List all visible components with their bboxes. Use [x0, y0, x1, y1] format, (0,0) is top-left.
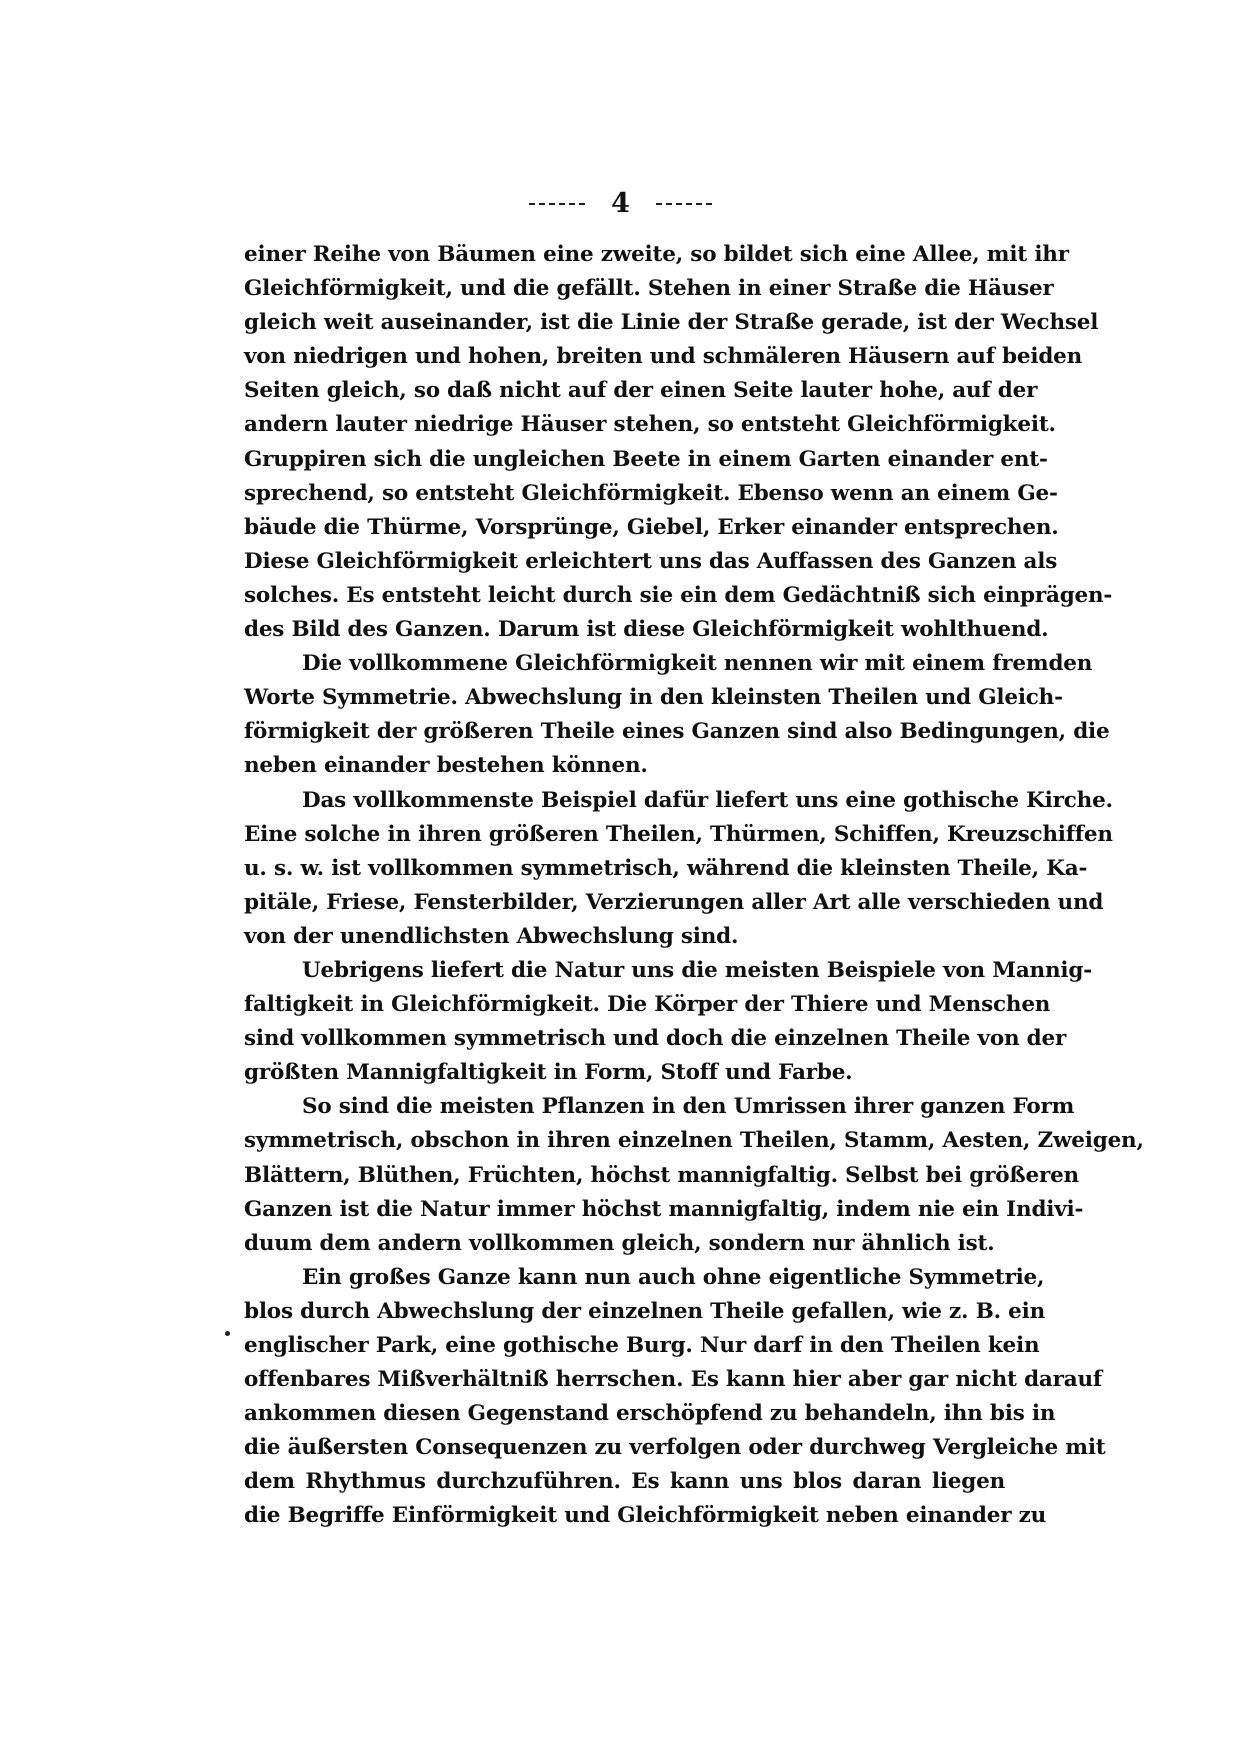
text-line: Ein großes Ganze kann nun auch ohne eigentliche Symmetrie, [302, 1264, 1045, 1290]
text-line: die äußersten Consequenzen zu verfolgen oder durchweg Vergleiche mit [244, 1435, 1106, 1461]
text-line: englischer Park, eine gothische Burg. Nur darf in den Theilen kein [244, 1333, 1040, 1358]
text-line: die Begriffe Einförmigkeit und Gleichförmigkeit neben einander zu [244, 1503, 1047, 1529]
text-line: ankommen diesen Gegenstand erschöpfend zu behandeln, ihn bis in [244, 1401, 1056, 1427]
text-line: größten Mannigfaltigkeit in Form, Stoff und Farbe. [244, 1060, 853, 1086]
text-line: Blättern, Blüthen, Früchten, höchst mannigfaltig. Selbst bei größeren [244, 1162, 1079, 1188]
header-rule-right [656, 203, 712, 205]
text-line: Seiten gleich, so daß nicht auf der einen Seite lauter hohe, auf der [244, 378, 1038, 404]
text-line: offenbares Mißverhältniß herrschen. Es kann hier aber gar nicht darauf [244, 1367, 1102, 1393]
text-line: dem Rhythmus durchzuführen. Es kann uns blos daran liegen [244, 1469, 1005, 1495]
text-line: von der unendlichsten Abwechslung sind. [244, 923, 739, 949]
margin-dot [225, 1331, 230, 1336]
text-line: Ganzen ist die Natur immer höchst mannigfaltig, indem nie ein Indivi- [244, 1196, 1084, 1222]
body-text [244, 238, 1144, 1534]
page-number: 4 [611, 188, 630, 219]
text-line: blos durch Abwechslung der einzelnen Theile gefallen, wie z. B. ein [244, 1298, 1046, 1324]
text-line: bäude die Thürme, Vorsprünge, Giebel, Erker einander entsprechen. [244, 514, 1059, 540]
text-line: Uebrigens liefert die Natur uns die meisten Beispiele von Mannig- [302, 957, 1092, 983]
text-line: andern lauter niedrige Häuser stehen, so entsteht Gleichförmigkeit. [244, 412, 1056, 438]
text-line: Das vollkommenste Beispiel dafür liefert uns eine gothische Kirche. [302, 787, 1113, 813]
text-line: symmetrisch, obschon in ihren einzelnen Theilen, Stamm, Aesten, Zweigen, [244, 1128, 1144, 1154]
text-line: Diese Gleichförmigkeit erleichtert uns das Auffassen des Ganzen als [244, 548, 1058, 574]
page-header [0, 184, 1241, 224]
text-line: des Bild des Ganzen. Darum ist diese Gleichförmigkeit wohlthuend. [244, 617, 1049, 643]
text-line: förmigkeit der größeren Theile eines Ganzen sind also Bedingungen, die [244, 719, 1110, 745]
text-line: von niedrigen und hohen, breiten und schmäleren Häusern auf beiden [244, 344, 1083, 370]
text-line: Worte Symmetrie. Abwechslung in den kleinsten Theilen und Gleich- [244, 685, 1063, 711]
text-line: gleich weit auseinander, ist die Linie der Straße gerade, ist der Wechsel [244, 310, 1099, 336]
text-line: So sind die meisten Pflanzen in den Umrissen ihrer ganzen Form [302, 1094, 1075, 1120]
text-line: u. s. w. ist vollkommen symmetrisch, während die kleinsten Theile, Ka- [244, 855, 1088, 881]
text-line: Gleichförmigkeit, und die gefällt. Stehen in einer Straße die Häuser [244, 276, 1054, 302]
header-rule-left [529, 203, 585, 205]
text-line: sprechend, so entsteht Gleichförmigkeit. Ebenso wenn an einem Ge- [244, 480, 1058, 506]
text-line: neben einander bestehen können. [244, 753, 648, 779]
text-line: Eine solche in ihren größeren Theilen, Thürmen, Schiffen, Kreuzschiffen [244, 821, 1113, 847]
text-line: einer Reihe von Bäumen eine zweite, so bildet sich eine Allee, mit ihr [244, 242, 1069, 267]
text-line: duum dem andern vollkommen gleich, sondern nur ähnlich ist. [244, 1230, 995, 1256]
text-line: faltigkeit in Gleichförmigkeit. Die Körper der Thiere und Menschen [244, 992, 1051, 1018]
text-line: Gruppiren sich die ungleichen Beete in einem Garten einander ent- [244, 446, 1048, 472]
text-line: solches. Es entsteht leicht durch sie ein dem Gedächtniß sich einprägen- [244, 582, 1113, 608]
text-line: Die vollkommene Gleichförmigkeit nennen wir mit einem fremden [302, 651, 1093, 677]
text-line: pitäle, Friese, Fensterbilder, Verzierungen aller Art alle verschieden und [244, 889, 1104, 915]
text-line: sind vollkommen symmetrisch und doch die einzelnen Theile von der [244, 1026, 1067, 1052]
